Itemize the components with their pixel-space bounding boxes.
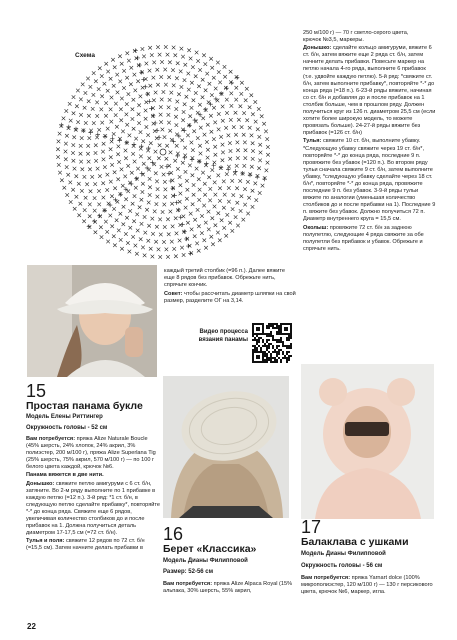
project-number-15: 15: [26, 381, 47, 401]
project-body-16: [163, 581, 297, 595]
paragraph: пряжа Alize Naturale Boucle (45% шерсть, 24% хлопок, 24% акрил, 3% полиэстер, 200 м/100 г), пряжа Alize Superlana Tig (25% шерсть, 75% акрил, 570 м/100 г) — по 100 г белого цвета каждой, крючок №6.: [26, 436, 156, 471]
section-heading: Тулья и поля:: [26, 538, 65, 545]
photo-white-panama: [27, 265, 157, 377]
text-line: 250 м/100 г) — 70 г светло-серого цвета,: [303, 30, 409, 36]
section-heading: Околыш:: [303, 224, 329, 231]
photo-beret: [163, 376, 289, 518]
section-heading: Вам потребуется:: [26, 436, 76, 442]
project-body-17: [301, 575, 437, 596]
project-number-16: 16: [163, 524, 184, 544]
section-heading: Вам потребуется:: [163, 581, 213, 587]
video-caption: Видео процесса вязания панамы: [198, 329, 248, 343]
project-title-17: Балаклава с ушками: [301, 536, 409, 548]
section-heading: Донышко:: [303, 45, 332, 52]
project-title-16: Берет «Классика»: [163, 543, 257, 555]
section-heading: Тулья:: [303, 138, 322, 145]
project-model-16: Модель Дианы Филипповой: [163, 558, 248, 564]
paragraph: свяжите 12 рядов по 72 ст. б/н (=15,5 см). Затем начните делать прибавки в: [26, 538, 145, 552]
paragraph: свяжите 10 ст. б/н, выполните убавку. *Следующую убавку свяжите через 19 ст. б/н*, повторяйте *-* до конца ряда, последние 9 п. провяжите без убавок (=120 п.). Во втором ряду тульи сначала свяжите 9 ст. б/н, затем выполните убавку, *следующую убавку сделайте через 18 ст. б/н*, повторяйте *-* до конца ряда, провяжите последние 9 п. без убавок. 3-9-й ряды тульи вяжите по аналогии (уменьшая количество столбиков до и после прибавки на 1). Последние 9 п. вяжите без убавок. Должно получиться 72 п. Диаметр внутреннего круга = 15,5 см.: [303, 138, 436, 223]
paragraph: пряжа Alize Alpaca Royal (15% альпака, 30% шерсть, 55% акрил,: [163, 581, 293, 595]
schema-label: Схема: [75, 52, 96, 59]
section-heading: Вам потребуется:: [301, 575, 351, 581]
middle-text: [164, 268, 297, 305]
paragraph: пряжа Yarnart dolce (100% микрополиэстер, 120 м/100 г) — 130 г персикового цвета, крючок №6, маркер, игла.: [301, 575, 433, 596]
paragraph: сделайте кольцо амигуруми, вяжите 6 ст. б/н, затем вяжите еще 2 ряда ст. б/н, затем начните делать прибавки. Повесьте маркер на петлю начала 4-го ряда, выполните 6 прибавок (т.е. удвойте каждую петлю). 5-й ряд: *свяжите ст. б/н, затем выполните прибавку*, повторяйте *-* до конца ряда (=18 п.). 6-23-й ряды вяжите, начиная со ст. б/н и добавляя до и после прибавок на 1 столбик больше, чем в прошлом ряду. Должен получиться круг из 126 п. диаметром 25,5 см (если хотите более широкую модель, то можете провязать больше). 24-27-й ряды вяжите без прибавок (=126 ст. б/н): [303, 45, 436, 137]
project-number-17: 17: [301, 517, 322, 537]
project-title-15: Простая панама букле: [26, 400, 143, 412]
photo-balaclava: [301, 364, 434, 519]
paragraph: чтобы рассчитать диаметр шляпки на свой размер, разделите ОГ на 3,14.: [164, 291, 296, 305]
project-size-17: Окружность головы - 56 см: [301, 563, 383, 569]
project-size-16: Размер: 52-56 см: [163, 569, 214, 575]
paragraph: свяжите петлю амигуруми с 6 ст. б/н, затяните. Во 2-м ряду выполните по 1 прибавке в каждую петлю (=12 п.). 3-й ряд: *1 ст. б/н, в следующую петлю сделайте прибавку*, повторяйте *-* до конца ряда. Свяжите еще 6 рядов, увеличивая количество столбиков до и после прибавок на 1. Должна получиться деталь диаметром 17-17,5 см (=72 ст. б/н).: [26, 480, 160, 537]
section-heading: Донышко:: [26, 480, 55, 487]
paragraph: провяжите 72 ст. б/н за заднюю полупетлю, следующие 4 ряда свяжите за обе полупетли без прибавок и убавок. Обрежьте и спрячьте нить.: [303, 224, 424, 252]
text-line: крючок №3,5, маркеры.: [303, 37, 364, 44]
qr-code-icon[interactable]: [252, 323, 292, 363]
right-column-text: [303, 30, 437, 253]
project-model-17: Модель Дианы Филипповой: [301, 551, 386, 557]
project-model-15: Модель Елены Риттингер: [26, 414, 103, 420]
page-number: 22: [27, 622, 36, 631]
section-heading: Совет:: [164, 291, 183, 298]
project-body-15: [26, 436, 160, 553]
project-size-15: Окружность головы - 52 см: [26, 425, 108, 431]
paragraph: Панама вяжется в две нити.: [26, 472, 104, 479]
paragraph: каждый третий столбик (=96 п.). Далее вяжите еще 8 рядов без прибавок. Обрежьте нить, спрячьте кончик.: [164, 268, 286, 289]
crochet-schema-diagram: [48, 40, 278, 265]
